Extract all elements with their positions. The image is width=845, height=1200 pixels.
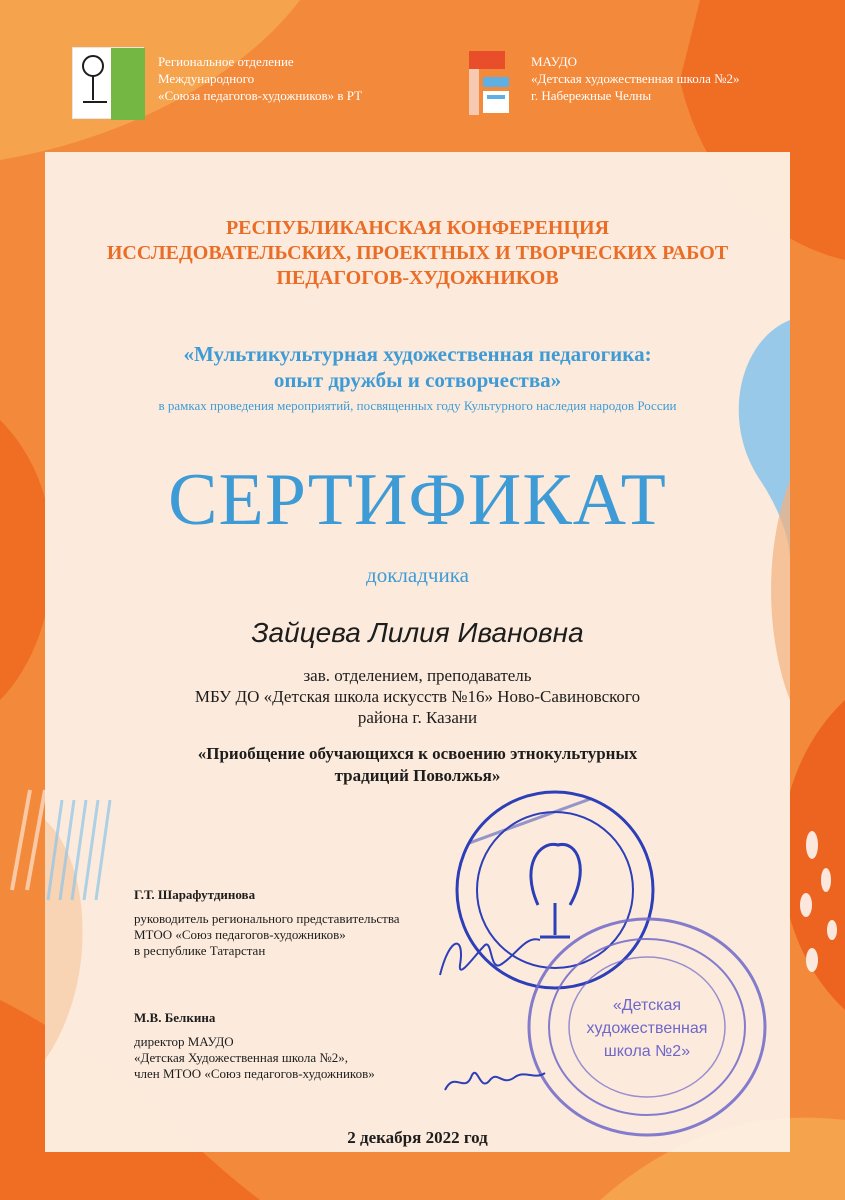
right-org-line: МАУДО xyxy=(531,54,577,69)
signatory-name: Г.Т. Шарафутдинова xyxy=(134,887,256,902)
topic-line: традиций Поволжья» xyxy=(334,766,501,785)
union-logo xyxy=(72,47,144,119)
topic-line: «Приобщение обучающихся к освоению этнокультурных xyxy=(197,744,638,763)
certificate-date: 2 декабря 2022 год xyxy=(347,1128,488,1147)
school-stamp xyxy=(525,915,770,1140)
signatory-title-line: член МТОО «Союз педагогов-художников» xyxy=(134,1066,375,1081)
conference-theme-line: «Мультикультурная художественная педагогика: xyxy=(183,342,652,366)
right-org-line: г. Набережные Челны xyxy=(531,88,652,103)
recipient-name: Зайцева Лилия Ивановна xyxy=(251,617,584,648)
signatory-name: М.В. Белкина xyxy=(134,1010,216,1025)
stamp-text-line: художественная xyxy=(586,1020,708,1037)
conference-theme-line: опыт дружбы и сотворчества» xyxy=(273,368,562,392)
conference-theme xyxy=(45,341,790,393)
header-right xyxy=(465,47,805,119)
conference-title-line: ИССЛЕДОВАТЕЛЬСКИХ, ПРОЕКТНЫХ И ТВОРЧЕСКИХ РАБОТ xyxy=(106,242,729,264)
signatory-title-line: руководитель регионального представительства xyxy=(134,911,400,926)
left-org-line: Международного xyxy=(158,71,255,86)
conference-title xyxy=(45,216,790,291)
stamp-text-line: школа №2» xyxy=(603,1043,691,1060)
signatory-title-line: директор МАУДО xyxy=(134,1034,234,1049)
signature-block-2 xyxy=(134,1010,375,1082)
signatory-title-line: МТОО «Союз педагогов-художников» xyxy=(134,927,346,942)
handwritten-signature-2 xyxy=(440,1055,550,1105)
conference-subtitle: в рамках проведения мероприятий, посвященных году Культурного наследия народов России xyxy=(158,398,677,413)
position-line: МБУ ДО «Детская школа искусств №16» Ново-Савиновского xyxy=(194,687,641,706)
signatory-title-line: «Детская Художественная школа №2», xyxy=(134,1050,348,1065)
conference-title-line: ПЕДАГОГОВ-ХУДОЖНИКОВ xyxy=(276,267,559,289)
school-logo xyxy=(465,47,517,119)
signature-block-1 xyxy=(134,887,400,959)
conference-title-line: РЕСПУБЛИКАНСКАЯ КОНФЕРЕНЦИЯ xyxy=(225,217,610,239)
header-left xyxy=(72,47,412,119)
certificate-title: СЕРТИФИКАТ xyxy=(168,459,667,541)
right-org-line: «Детская художественная школа №2» xyxy=(531,71,740,86)
stamp-text-line: «Детская xyxy=(612,997,682,1014)
certificate-role: докладчика xyxy=(366,563,469,587)
handwritten-signature-1 xyxy=(430,915,550,995)
report-topic xyxy=(45,743,790,787)
right-organization xyxy=(531,53,740,104)
signatory-title-line: в республике Татарстан xyxy=(134,943,266,958)
recipient-position xyxy=(45,665,790,728)
left-org-line: «Союза педагогов-художников» в РТ xyxy=(158,88,363,103)
left-org-line: Региональное отделение xyxy=(158,54,294,69)
position-line: зав. отделением, преподаватель xyxy=(303,666,532,685)
position-line: района г. Казани xyxy=(357,708,478,727)
left-organization xyxy=(158,53,362,104)
